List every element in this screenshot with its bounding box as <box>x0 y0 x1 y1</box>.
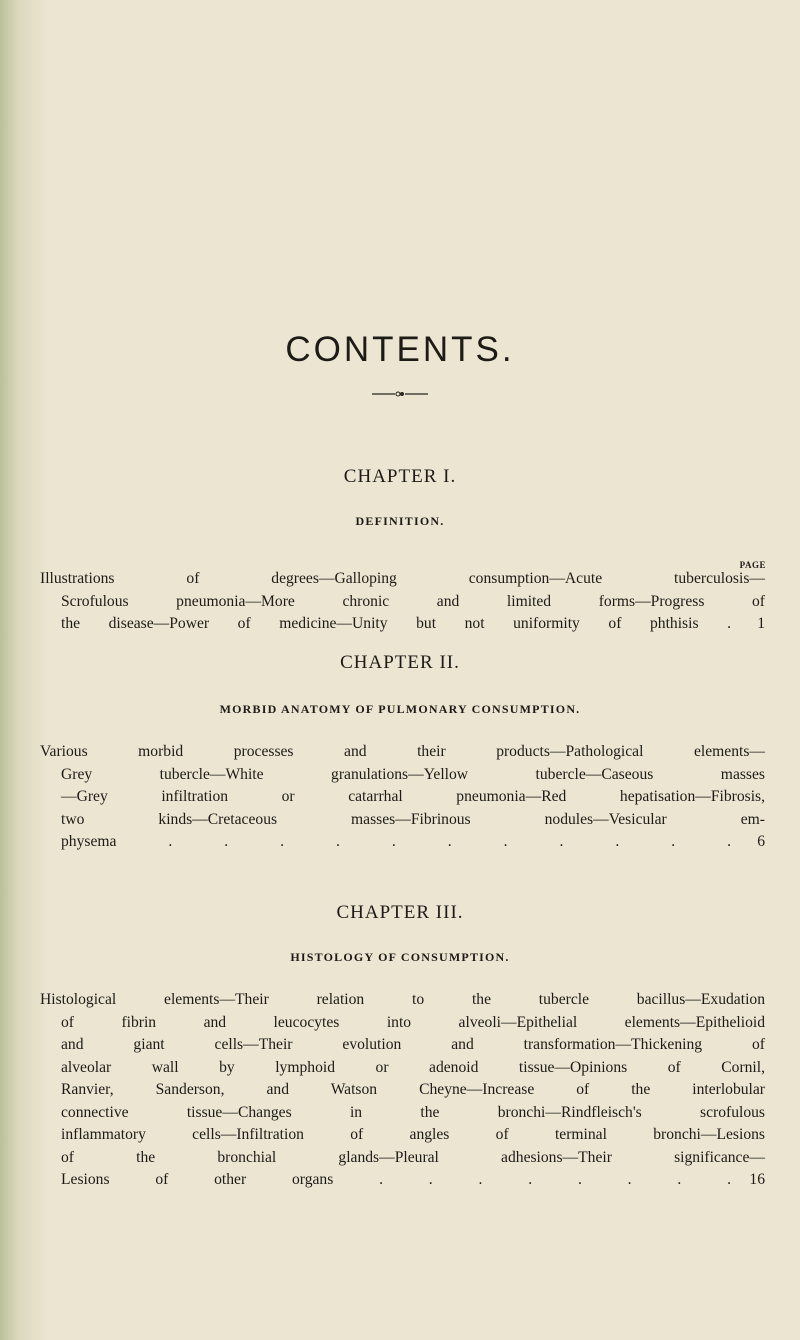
summary-line: Histological elements—Their relation to the tubercle bacillus—Exudation <box>40 991 765 1008</box>
summary-line: Ranvier, Sanderson, and Watson Cheyne—Increase of the interlobular <box>61 1081 765 1098</box>
summary-line: —Grey infiltration or catarrhal pneumonia—Red hepatisation—Fibrosis, <box>61 788 765 805</box>
summary-line: the disease—Power of medicine—Unity but not uniformity of phthisis . <box>61 615 731 632</box>
summary-line: Scrofulous pneumonia—More chronic and limited forms—Progress of <box>61 592 765 610</box>
chapter-3-summary <box>40 989 765 1192</box>
page-column-label: PAGE <box>739 560 766 570</box>
summary-line: physema . . . . . . . . . . . <box>61 833 731 850</box>
summary-line: Grey tubercle—White granulations—Yellow tubercle—Caseous masses <box>61 765 765 783</box>
chapter-1-heading: CHAPTER I. <box>343 466 457 487</box>
chapter-1-subtitle: DEFINITION. <box>355 514 445 528</box>
page-number: 16 <box>749 1171 765 1188</box>
chapter-2-summary <box>40 741 765 854</box>
ornament-divider <box>370 390 430 398</box>
summary-line: alveolar wall by lymphoid or adenoid tissue—Opinions of Cornil, <box>61 1058 765 1076</box>
summary-line: and giant cells—Their evolution and transformation—Thickening of <box>61 1036 765 1053</box>
page-number: 1 <box>757 615 765 632</box>
chapter-2-subtitle: MORBID ANATOMY OF PULMONARY CONSUMPTION. <box>219 702 581 716</box>
chapter-3-heading: CHAPTER III. <box>336 902 464 923</box>
summary-line: connective tissue—Changes in the bronchi—Rindfleisch's scrofulous <box>61 1103 765 1121</box>
chapter-2-heading: CHAPTER II. <box>340 652 460 673</box>
chapter-1-summary <box>40 568 765 636</box>
summary-line: of the bronchial glands—Pleural adhesions—Their significance— <box>61 1148 765 1166</box>
summary-line: Various morbid processes and their products—Pathological elements— <box>40 743 765 760</box>
page-number: 6 <box>757 833 765 850</box>
page-title: CONTENTS. <box>285 330 515 369</box>
summary-line: Lesions of other organs . . . . . . . . <box>61 1171 731 1188</box>
summary-line: inflammatory cells—Infiltration of angles of terminal bronchi—Lesions <box>61 1126 765 1143</box>
chapter-3-subtitle: HISTOLOGY OF CONSUMPTION. <box>290 950 510 964</box>
summary-line: Illustrations of degrees—Galloping consumption—Acute tuberculosis— <box>40 570 765 587</box>
summary-line: of fibrin and leucocytes into alveoli—Epithelial elements—Epithelioid <box>61 1013 765 1031</box>
summary-line: two kinds—Cretaceous masses—Fibrinous nodules—Vesicular em- <box>61 810 765 828</box>
